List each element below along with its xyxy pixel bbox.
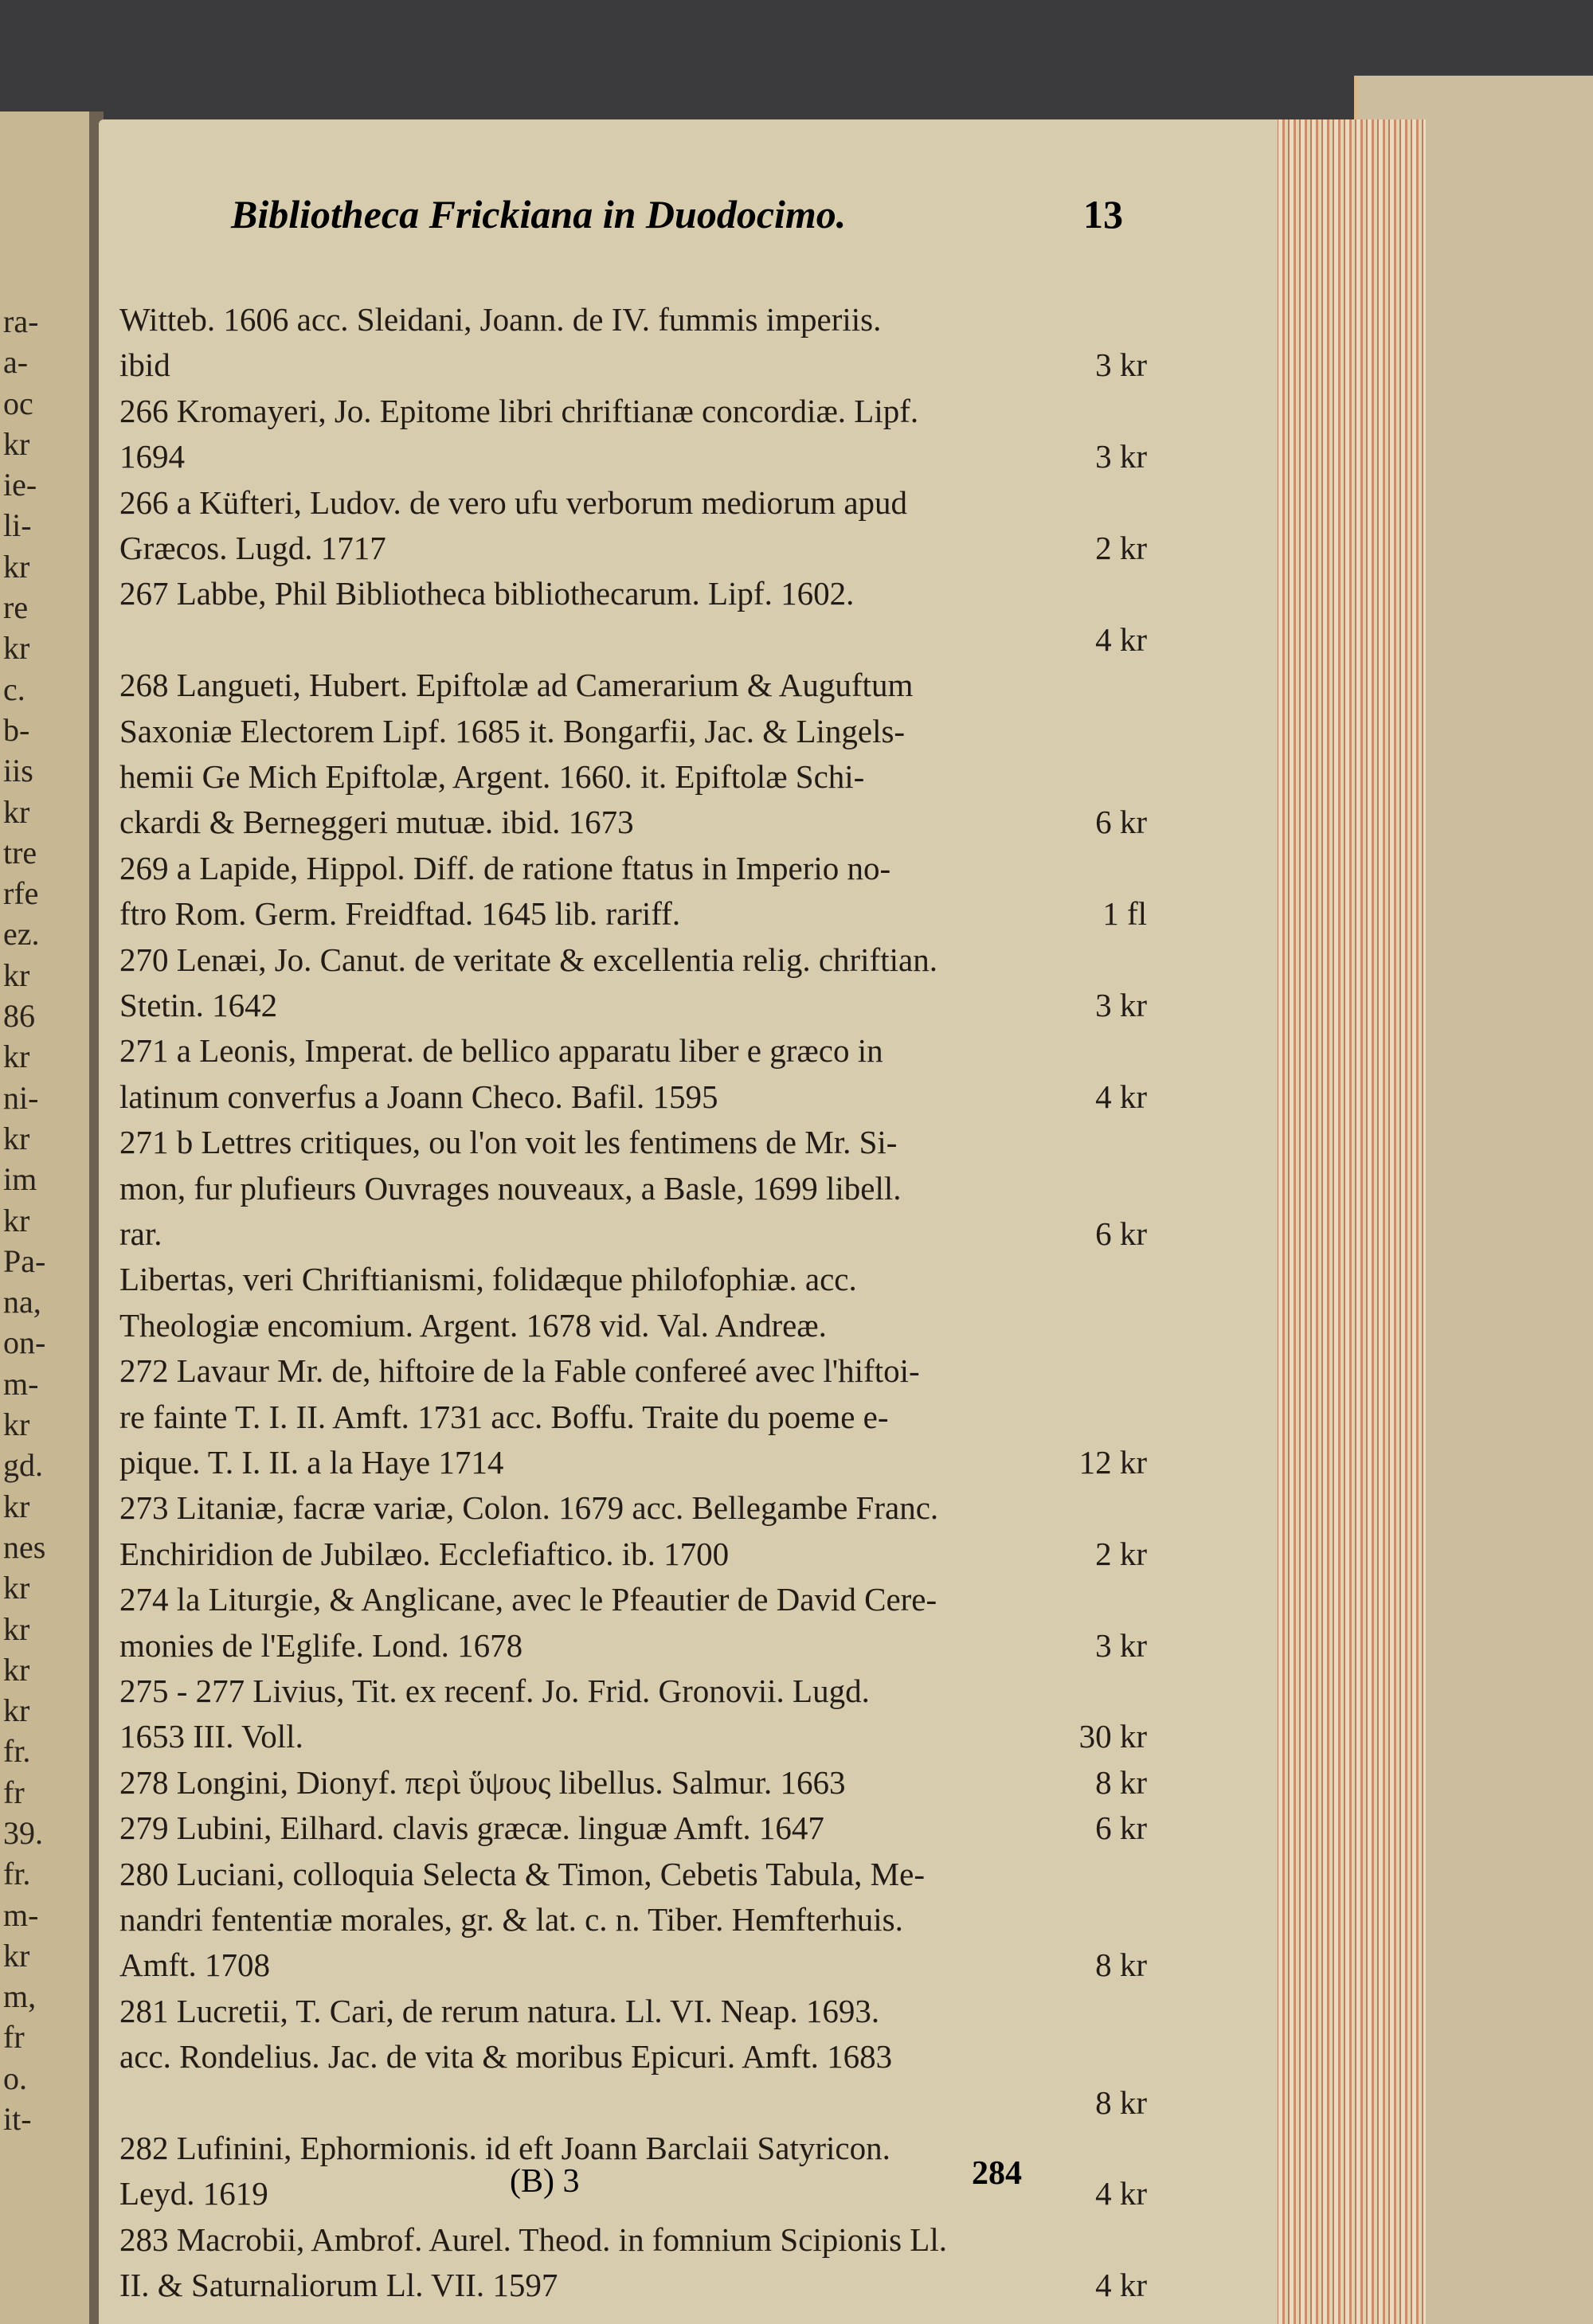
facing-page-fragment: ra- xyxy=(3,303,39,339)
catalog-line xyxy=(119,939,1147,980)
entry-text: Saxoniæ Electorem Lipf. 1685 it. Bongarfii, Jac. & Lingels- xyxy=(119,712,906,749)
entry-price: 4 kr xyxy=(1095,2267,1147,2304)
entry-text: hemii Ge Mich Epiftolæ, Argent. 1660. it. Epiftolæ Schi- xyxy=(119,758,865,795)
catalog-line xyxy=(119,2036,1147,2077)
entry-price: 6 kr xyxy=(1095,1215,1147,1252)
facing-page-fragment: tre xyxy=(3,834,37,871)
catalog-line xyxy=(119,893,1147,934)
entry-text: mon, fur plufieurs Ouvrages nouveaux, a Basle, 1699 libell. xyxy=(119,1169,902,1207)
entry-text: Amft. 1708 xyxy=(119,1946,271,1984)
catalog-line xyxy=(119,664,1147,706)
facing-page-fragment: kr xyxy=(3,425,30,462)
entry-text: 281 Lucretii, T. Cari, de rerum natura. Ll. VI. Neap. 1693. xyxy=(119,1992,880,2029)
facing-page-fragment: kr xyxy=(3,1202,30,1238)
facing-page-fragment: b- xyxy=(3,711,30,748)
entry-text: 1694 xyxy=(119,438,185,475)
facing-page-fragment: gd. xyxy=(3,1447,43,1484)
facing-page-fragment: o. xyxy=(3,2060,27,2096)
facing-page-fragment: fr xyxy=(3,1774,25,1810)
facing-page-text xyxy=(3,301,81,2139)
facing-page-fragment: oc xyxy=(3,385,33,421)
entry-text: 270 Lenæi, Jo. Canut. de veritate & excellentia relig. chriftian. xyxy=(119,941,937,978)
facing-page-fragment: fr. xyxy=(3,1856,31,1892)
facing-page-fragment: it- xyxy=(3,2101,32,2138)
entry-text: Leyd. 1619 xyxy=(119,2175,268,2212)
catalog-line xyxy=(119,847,1147,889)
entry-text: 273 Litaniæ, facræ variæ, Colon. 1679 acc. Bellegambe Franc. xyxy=(119,1489,939,1527)
catalog-line xyxy=(119,1305,1147,1346)
facing-page-fragment: ni- xyxy=(3,1079,39,1116)
facing-page-fragment: nes xyxy=(3,1528,46,1565)
entry-text: 274 la Liturgie, & Anglicane, avec le Pfeautier de David Cere- xyxy=(119,1581,937,1618)
entry-text: Witteb. 1606 acc. Sleidani, Joann. de IV. fummis imperiis. xyxy=(119,301,882,338)
catalog-line xyxy=(119,1807,1147,1849)
entry-text: monies de l'Eglife. Lond. 1678 xyxy=(119,1626,523,1664)
entry-text: nandri fententiæ morales, gr. & lat. c. n. Tiber. Hemfterhuis. xyxy=(119,1901,903,1938)
entry-price: 30 kr xyxy=(1078,1718,1147,1755)
entry-text: ftro Rom. Germ. Freidftad. 1645 lib. rariff. xyxy=(119,895,681,933)
entry-text: 268 Langueti, Hubert. Epiftolæ ad Camerarium & Auguftum xyxy=(119,667,914,704)
entry-text: 269 a Lapide, Hippol. Diff. de ratione ftatus in Imperio no- xyxy=(119,849,891,886)
entry-text: ibid xyxy=(119,346,170,384)
entry-price: 8 kr xyxy=(1095,2083,1147,2121)
entry-price: 3 kr xyxy=(1095,346,1147,384)
catalog-line xyxy=(119,1533,1147,1575)
catalog-line xyxy=(119,1899,1147,1940)
facing-page-fragment: iis xyxy=(3,753,33,789)
facing-page-fragment: kr xyxy=(3,630,30,667)
facing-page-fragment: ie- xyxy=(3,467,37,503)
catalog-line xyxy=(119,1030,1147,1071)
entry-text: 272 Lavaur Mr. de, hiftoire de la Fable confereé avec l'hiftoi- xyxy=(119,1352,920,1390)
facing-page-fragment: li- xyxy=(3,507,32,544)
catalog-line xyxy=(119,2264,1147,2306)
facing-page-fragment: kr xyxy=(3,793,30,830)
catalog-line xyxy=(119,1442,1147,1483)
facing-page-fragment: fr xyxy=(3,2019,25,2056)
entry-text: latinum converfus a Joann Checo. Bafil. 1595 xyxy=(119,1078,718,1115)
catalog-line xyxy=(119,390,1147,432)
catchword: 284 xyxy=(972,2155,1022,2192)
entry-text: Græcos. Lugd. 1717 xyxy=(119,530,386,566)
catalog-line xyxy=(119,1076,1147,1117)
entry-text: 283 Macrobii, Ambrof. Aurel. Theod. in fomnium Scipionis Ll. xyxy=(119,2220,947,2258)
facing-page-fragment: kr xyxy=(3,1407,30,1443)
catalog-line xyxy=(119,1762,1147,1803)
facing-page-fragment: a- xyxy=(3,344,29,381)
facing-page-fragment: fr. xyxy=(3,1733,31,1770)
entry-price: 4 kr xyxy=(1095,2175,1147,2212)
facing-page-fragment: re xyxy=(3,589,29,626)
entry-price: 8 kr xyxy=(1095,1763,1147,1801)
catalog-line xyxy=(119,1213,1147,1254)
facing-page-fragment: na, xyxy=(3,1284,41,1320)
catalog-line xyxy=(119,1716,1147,1757)
facing-page-fragment: 86 xyxy=(3,998,35,1035)
entry-price: 4 kr xyxy=(1095,1078,1147,1115)
facing-page-fragment: m, xyxy=(3,1978,37,2015)
entry-text: Theologiæ encomium. Argent. 1678 vid. Val. Andreæ. xyxy=(119,1306,827,1344)
entry-text: II. & Saturnaliorum Ll. VII. 1597 xyxy=(119,2267,558,2304)
facing-page-fragment: m- xyxy=(3,1896,39,1933)
page-number: 13 xyxy=(1083,192,1123,237)
entry-text: 275 - 277 Livius, Tit. ex recenf. Jo. Frid. Gronovii. Lugd. xyxy=(119,1673,870,1709)
catalog-line xyxy=(119,801,1147,843)
catalog-line xyxy=(119,1944,1147,1986)
entry-price: 4 kr xyxy=(1095,620,1147,658)
catalog-line xyxy=(119,2082,1147,2123)
entry-text: 279 Lubini, Eilhard. clavis græcæ. linguæ Amft. 1647 xyxy=(119,1810,824,1847)
facing-page-fragment: kr xyxy=(3,1610,30,1647)
catalog-line xyxy=(119,1121,1147,1163)
entry-price: 3 kr xyxy=(1095,438,1147,475)
catalog-line xyxy=(119,1670,1147,1712)
facing-page-fragment: kr xyxy=(3,1039,30,1075)
catalog-entries xyxy=(119,0,1163,2324)
catalog-line xyxy=(119,1258,1147,1300)
entry-text: re fainte T. I. II. Amft. 1731 acc. Boffu. Traite du poeme e- xyxy=(119,1398,889,1435)
catalog-line xyxy=(119,619,1147,660)
entry-price: 12 kr xyxy=(1078,1444,1147,1481)
entry-text: 1653 III. Voll. xyxy=(119,1718,303,1755)
facing-page-fragment: Pa- xyxy=(3,1242,46,1279)
facing-page-fragment: m- xyxy=(3,1365,39,1402)
catalog-line xyxy=(119,1350,1147,1391)
facing-page-fragment: kr xyxy=(3,1120,30,1156)
entry-price: 2 kr xyxy=(1095,530,1147,566)
facing-page-fragment: kr xyxy=(3,1937,30,1974)
catalog-line xyxy=(119,984,1147,1026)
entry-text: acc. Rondelius. Jac. de vita & moribus Epicuri. Amft. 1683 xyxy=(119,2038,893,2076)
facing-page-fragment: ez. xyxy=(3,916,40,953)
facing-page-fragment: kr xyxy=(3,1570,30,1606)
entry-price: 3 kr xyxy=(1095,1626,1147,1664)
facing-page-edge xyxy=(0,112,92,2324)
catalog-line xyxy=(119,1579,1147,1620)
entry-price: 3 kr xyxy=(1095,987,1147,1023)
facing-page-fragment: rfe xyxy=(3,875,39,912)
catalog-line xyxy=(119,1625,1147,1666)
entry-text: Enchiridion de Jubilæo. Ecclefiaftico. ib. 1700 xyxy=(119,1535,730,1572)
running-head-title: Bibliotheca Frickiana in Duodocimo. xyxy=(231,192,847,237)
catalog-line xyxy=(119,1990,1147,2032)
facing-page-fragment: kr xyxy=(3,1651,30,1688)
entry-text: 266 a Küfteri, Ludov. de vero ufu verborum mediorum apud xyxy=(119,483,908,521)
catalog-line xyxy=(119,1853,1147,1895)
catalog-line xyxy=(119,436,1147,477)
entry-price: 2 kr xyxy=(1095,1535,1147,1572)
catalog-line xyxy=(119,299,1147,340)
entry-text: 282 Lufinini, Ephormionis. id eft Joann Barclaii Satyricon. xyxy=(119,2130,890,2166)
catalog-line xyxy=(119,1168,1147,1209)
catalog-line xyxy=(119,344,1147,385)
catalog-line xyxy=(119,573,1147,614)
entry-text: 280 Luciani, colloquia Selecta & Timon, Cebetis Tabula, Me- xyxy=(119,1855,925,1892)
entry-text: 266 Kromayeri, Jo. Epitome libri chriftianæ concordiæ. Lipf. xyxy=(119,392,919,429)
entry-price: 6 kr xyxy=(1095,804,1147,841)
entry-text: pique. T. I. II. a la Haye 1714 xyxy=(119,1444,504,1481)
catalog-line xyxy=(119,482,1147,523)
catalog-line xyxy=(119,2219,1147,2260)
facing-page-fragment: kr xyxy=(3,1692,30,1729)
catalog-line xyxy=(119,1396,1147,1438)
entry-text: 271 b Lettres critiques, ou l'on voit les fentimens de Mr. Si- xyxy=(119,1124,898,1161)
facing-page-fragment: 39. xyxy=(3,1814,43,1851)
facing-page-fragment: kr xyxy=(3,548,30,585)
facing-page-fragment: on- xyxy=(3,1324,46,1361)
facing-page-fragment: kr xyxy=(3,957,30,993)
facing-page-fragment: c. xyxy=(3,671,25,707)
catalog-line xyxy=(119,527,1147,569)
facing-page-fragment: kr xyxy=(3,1488,30,1524)
entry-price: 6 kr xyxy=(1095,1810,1147,1847)
entry-text: ckardi & Berneggeri mutuæ. ibid. 1673 xyxy=(119,804,634,841)
entry-text: rar. xyxy=(119,1215,162,1252)
entry-price: 8 kr xyxy=(1095,1946,1147,1984)
entry-text: 267 Labbe, Phil Bibliotheca bibliothecarum. Lipf. 1602. xyxy=(119,575,855,612)
catalog-line xyxy=(119,756,1147,797)
entry-text: Libertas, veri Chriftianismi, folidæque philofophiæ. acc. xyxy=(119,1261,857,1298)
entry-text: 278 Longini, Dionyf. περὶ ὕψους libellus. Salmur. 1663 xyxy=(119,1763,846,1801)
signature-mark: (B) 3 xyxy=(510,2163,580,2200)
facing-page-fragment: im xyxy=(3,1161,37,1198)
entry-text: 271 a Leonis, Imperat. de bellico apparatu liber e græco in xyxy=(119,1032,883,1070)
entry-price: 1 fl xyxy=(1102,895,1147,933)
catalog-line xyxy=(119,1487,1147,1528)
catalog-line xyxy=(119,710,1147,752)
entry-text: Stetin. 1642 xyxy=(119,987,278,1023)
